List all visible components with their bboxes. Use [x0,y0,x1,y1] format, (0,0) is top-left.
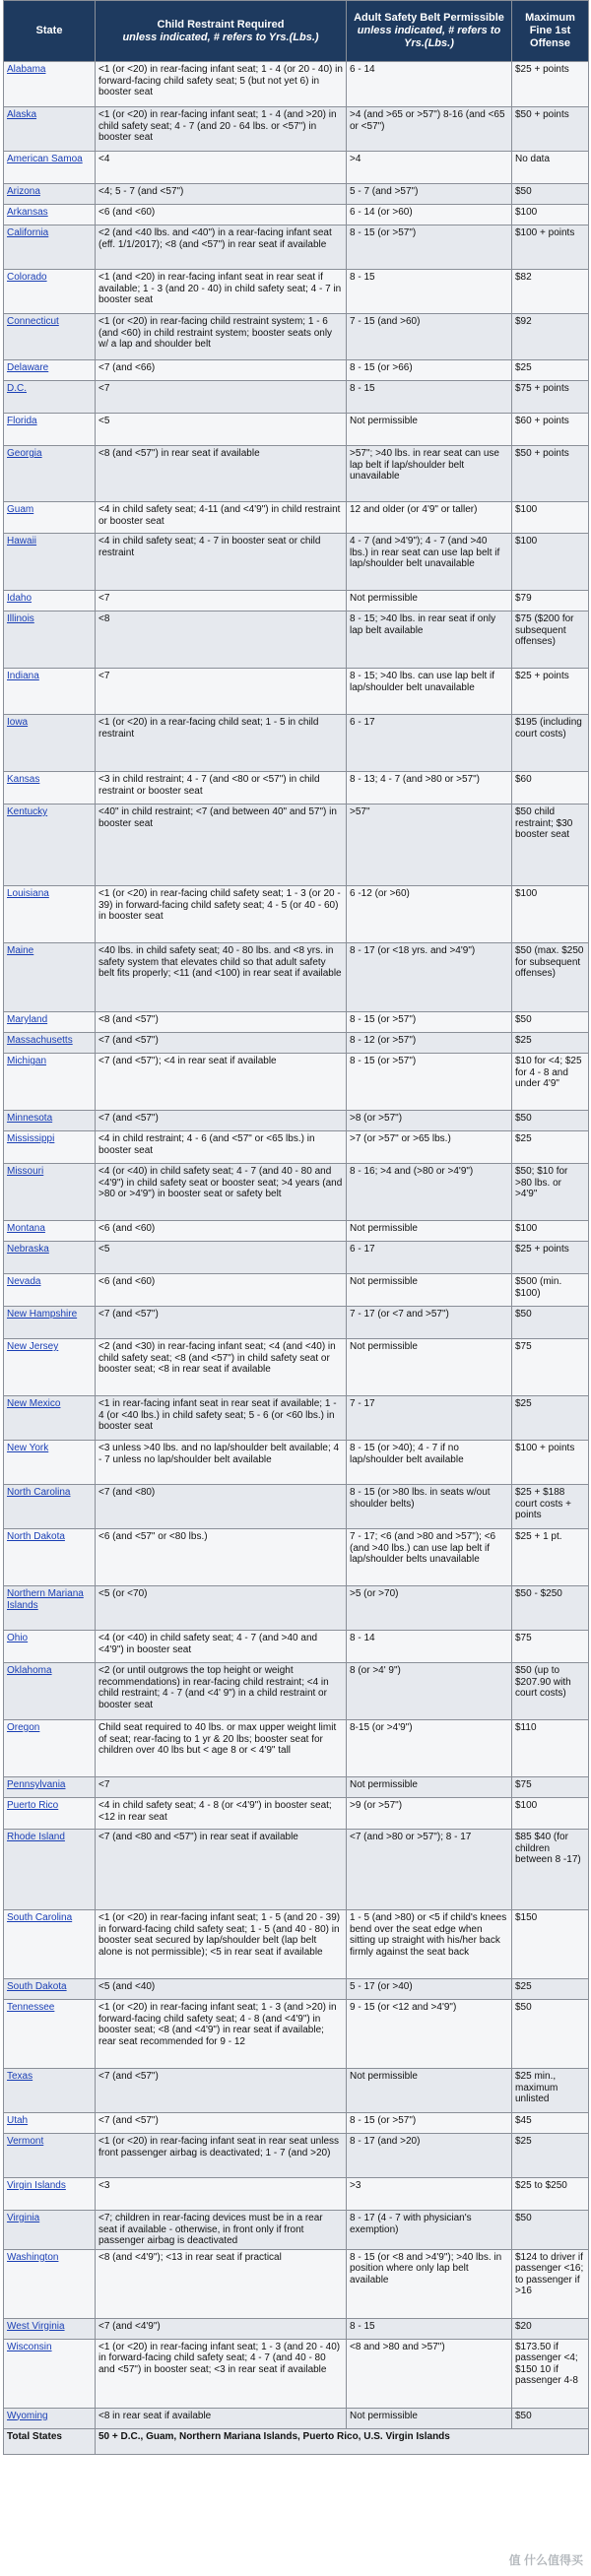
child-restraint-cell: <40 lbs. in child safety seat; 40 - 80 lbs. and <8 yrs. in safety system that elevates child so that adult safety belt fits properly; <11 (and <100) in rear seat if available [96,943,347,1012]
adult-belt-cell: Not permissible [347,2408,512,2428]
adult-belt-cell: 8 - 15 [347,270,512,314]
max-fine-cell: $60 + points [512,414,589,446]
table-row [4,360,589,381]
adult-belt-cell: <7 (and >80 or >57"); 8 - 17 [347,1830,512,1910]
total-label: Total States [4,2428,96,2454]
state-link[interactable]: Wyoming [4,2408,96,2428]
state-link[interactable]: Washington [4,2249,96,2318]
child-restraint-cell: <40" in child restraint; <7 (and between 40" and 57") in booster seat [96,805,347,886]
adult-belt-cell: 7 - 17 (or <7 and >57") [347,1307,512,1339]
state-link[interactable]: Alaska [4,107,96,152]
child-restraint-cell: <1 (or <20) in rear-facing infant seat; 1 - 5 (and 20 - 39) in forward-facing child safety seat; 1 - 5 (and 40 - 80) in booster seat secured by lap/shoulder belt (lap belt alone is not permissible); <5 in rear seat if available [96,1910,347,1979]
max-fine-cell: $25 + $188 court costs + points [512,1485,589,1529]
state-link[interactable]: Northern Mariana Islands [4,1586,96,1631]
watermark: 值 什么值得买 [508,2552,583,2567]
adult-belt-cell: 8 - 15 (or >57") [347,1054,512,1111]
child-restraint-cell: <8 (and <4'9"); <13 in rear seat if practical [96,2249,347,2318]
max-fine-cell: $50; $10 for >80 lbs. or >4'9" [512,1164,589,1221]
max-fine-cell: $100 [512,1798,589,1830]
max-fine-cell: $20 [512,2318,589,2339]
child-restraint-cell: <7 (and <57") [96,1033,347,1054]
adult-belt-cell: Not permissible [347,591,512,612]
max-fine-cell: $25 [512,1131,589,1164]
child-restraint-cell: <1 (or <20) in rear-facing infant seat; 1 - 4 (or 20 - 40) in forward-facing child safety seat; 5 (but not yet 6) in booster seat [96,62,347,107]
child-restraint-cell: <7 (and <66) [96,360,347,381]
table-row [4,1631,589,1663]
adult-belt-cell: 12 and older (or 4'9" or taller) [347,502,512,534]
max-fine-cell: $45 [512,2113,589,2134]
table-row [4,612,589,669]
state-link[interactable]: American Samoa [4,152,96,184]
table-row [4,502,589,534]
table-row [4,1979,589,2000]
max-fine-cell: $50 + points [512,446,589,502]
table-row [4,715,589,772]
state-link[interactable]: Arizona [4,184,96,205]
max-fine-cell: $50 [512,2408,589,2428]
state-link[interactable]: Montana [4,1221,96,1242]
table-row [4,1111,589,1131]
adult-belt-cell: >5 (or >70) [347,1586,512,1631]
child-restraint-cell: <3 [96,2178,347,2211]
max-fine-cell: $124 to driver if passenger <16; to passenger if >16 [512,2249,589,2318]
max-fine-cell: $25 [512,2134,589,2178]
table-row [4,381,589,414]
child-restraint-cell: <1 (or <20) in rear-facing infant seat in rear seat unless front passenger airbag is deactivated; 1 - 7 (and >20) [96,2134,347,2178]
adult-belt-cell: 6 - 17 [347,1242,512,1274]
table-row [4,152,589,184]
adult-belt-cell: 8 - 15 (or >57") [347,225,512,270]
child-restraint-cell: <7 [96,669,347,715]
max-fine-cell: $50 (up to $207.90 with court costs) [512,1663,589,1720]
adult-belt-cell: 6 - 14 (or >60) [347,205,512,225]
table-row [4,225,589,270]
child-restraint-cell: <2 (and <30) in rear-facing infant seat; <4 (and <40) in child safety seat; <8 (and <57") in child safety seat or booster seat; <8 in rear seat if available [96,1339,347,1396]
child-restraint-cell: <4 in child safety seat; 4-11 (and <4'9") in child restraint or booster seat [96,502,347,534]
child-restraint-cell: <1 (or <20) in rear-facing child safety seat; 1 - 3 (or 20 - 39) in forward-facing child safety seat; 4 - 5 (or 40 - 60) in booster seat [96,886,347,943]
table-row [4,1242,589,1274]
table-body [4,62,589,2429]
table-row [4,1830,589,1910]
adult-belt-cell: Not permissible [347,1221,512,1242]
table-row [4,1529,589,1586]
child-restraint-cell: <4; 5 - 7 (and <57") [96,184,347,205]
table-row [4,1441,589,1485]
max-fine-cell: $25 + points [512,669,589,715]
adult-belt-cell: 8 (or >4' 9") [347,1663,512,1720]
state-link[interactable]: Maine [4,943,96,1012]
table-row [4,184,589,205]
child-restraint-cell: <5 (or <70) [96,1586,347,1631]
table-row [4,62,589,107]
state-link[interactable]: Indiana [4,669,96,715]
adult-belt-cell: Not permissible [347,2069,512,2113]
adult-belt-cell: >3 [347,2178,512,2211]
child-restraint-cell: <1 (or <20) in rear-facing child restraint system; 1 - 6 (and <60) in child restraint system; booster seats only w/ a lap and shoulder belt [96,314,347,360]
adult-belt-cell: >8 (or >57") [347,1111,512,1131]
table-row [4,107,589,152]
adult-belt-cell: 7 - 15 (and >60) [347,314,512,360]
state-link[interactable]: West Virginia [4,2318,96,2339]
state-link[interactable]: Delaware [4,360,96,381]
table-row [4,669,589,715]
table-row [4,1339,589,1396]
state-link[interactable]: New Hampshire [4,1307,96,1339]
table-row [4,2318,589,2339]
table-row [4,1720,589,1777]
adult-belt-cell: >57" [347,805,512,886]
state-link[interactable]: Tennessee [4,2000,96,2069]
table-row [4,1586,589,1631]
state-link[interactable]: Iowa [4,715,96,772]
max-fine-cell: $50 + points [512,107,589,152]
max-fine-cell: $25 + points [512,1242,589,1274]
adult-belt-cell: 7 - 17; <6 (and >80 and >57"); <6 (and >40 lbs.) can use lap belt if lap/shoulder belts unavailable [347,1529,512,1586]
child-restraint-cell: <7 (and <80 and <57") in rear seat if available [96,1830,347,1910]
max-fine-cell: $75 ($200 for subsequent offenses) [512,612,589,669]
max-fine-cell: $500 (min. $100) [512,1274,589,1307]
adult-belt-cell: 8 - 17 (and >20) [347,2134,512,2178]
header-adult-belt: Adult Safety Belt Permissible unless indicated, # refers to Yrs.(Lbs.) [347,1,512,62]
max-fine-cell: $50 [512,2000,589,2069]
child-restraint-cell: <7 (and <80) [96,1485,347,1529]
child-restraint-cell: <7 (and <57") [96,1111,347,1131]
table-row [4,1164,589,1221]
max-fine-cell: $25 [512,1396,589,1441]
header-state: State [4,1,96,62]
adult-belt-cell: 8 - 15 (or >57") [347,2113,512,2134]
table-row [4,1012,589,1033]
state-link[interactable]: Georgia [4,446,96,502]
table-row [4,1663,589,1720]
header-child-restraint: Child Restraint Required unless indicated, # refers to Yrs.(Lbs.) [96,1,347,62]
adult-belt-cell: 8 - 15 [347,381,512,414]
max-fine-cell: $173.50 if passenger <4; $150 10 if passenger 4-8 [512,2339,589,2408]
max-fine-cell: $100 [512,886,589,943]
child-restraint-cell: <7 [96,1777,347,1798]
adult-belt-cell: 5 - 7 (and >57") [347,184,512,205]
table-row [4,1131,589,1164]
adult-belt-cell: Not permissible [347,1777,512,1798]
table-row [4,943,589,1012]
max-fine-cell: $75 [512,1339,589,1396]
state-link[interactable]: Michigan [4,1054,96,1111]
table-row [4,805,589,886]
state-link[interactable]: Arkansas [4,205,96,225]
child-restraint-cell: <1 (or <20) in rear-facing infant seat; 1 - 3 (and >20) in forward-facing child safety seat; 4 - 8 (and <4'9") in booster seat; <8 (and <4'9") in rear seat if available; rear seat recommended for 9 - 12 [96,2000,347,2069]
adult-belt-cell: 8 - 15; >40 lbs. can use lap belt if lap/shoulder belt unavailable [347,669,512,715]
child-restraint-cell: <3 in child restraint; 4 - 7 (and <80 or <57") in child restraint or booster seat [96,772,347,805]
adult-belt-cell: >4 (and >65 or >57") 8-16 (and <65 or <57") [347,107,512,152]
adult-belt-cell: 6 -12 (or >60) [347,886,512,943]
adult-belt-cell: <8 and >80 and >57") [347,2339,512,2408]
max-fine-cell: $50 [512,1307,589,1339]
table-row [4,2000,589,2069]
max-fine-cell: $25 [512,1033,589,1054]
state-link[interactable]: Massachusetts [4,1033,96,1054]
max-fine-cell: $25 [512,360,589,381]
state-link[interactable]: New Mexico [4,1396,96,1441]
state-link[interactable]: Vermont [4,2134,96,2178]
adult-belt-cell: 8 - 15 (or >80 lbs. in seats w/out shoulder belts) [347,1485,512,1529]
child-restraint-cell: <1 (or <20) in a rear-facing child seat; 1 - 5 in child restraint [96,715,347,772]
state-link[interactable]: Oklahoma [4,1663,96,1720]
child-restraint-cell: <7 [96,381,347,414]
child-restraint-cell: Child seat required to 40 lbs. or max upper weight limit of seat; rear-facing to 1 yr & 20 lbs; booster seat for children over 40 lbs but < age 8 or < 4'9" tall [96,1720,347,1777]
adult-belt-cell: >57"; >40 lbs. in rear seat can use lap belt if lap/shoulder belt unavailable [347,446,512,502]
max-fine-cell: $50 [512,184,589,205]
state-link[interactable]: Rhode Island [4,1830,96,1910]
adult-belt-cell: 7 - 17 [347,1396,512,1441]
child-restraint-cell: <8 [96,612,347,669]
state-link[interactable]: Guam [4,502,96,534]
child-restraint-laws-table [3,0,589,2455]
child-restraint-cell: <8 in rear seat if available [96,2408,347,2428]
adult-belt-cell: Not permissible [347,1339,512,1396]
child-restraint-cell: <5 (and <40) [96,1979,347,2000]
table-row [4,1396,589,1441]
child-restraint-cell: <1 (or <20) in rear-facing infant seat; 1 - 3 (and 20 - 40) in forward-facing child safety seat; 4 - 7 (and 40 - 80 and <57") in booster seat; <3 in rear seat if available [96,2339,347,2408]
child-restraint-cell: <4 in child restraint; 4 - 6 (and <57" or <65 lbs.) in booster seat [96,1131,347,1164]
table-row [4,205,589,225]
max-fine-cell: $50 [512,1012,589,1033]
adult-belt-cell: 8 - 15 (or >66) [347,360,512,381]
adult-belt-cell: Not permissible [347,414,512,446]
state-link[interactable]: Oregon [4,1720,96,1777]
max-fine-cell: $50 - $250 [512,1586,589,1631]
adult-belt-cell: 6 - 17 [347,715,512,772]
state-link[interactable]: Texas [4,2069,96,2113]
state-link[interactable]: New York [4,1441,96,1485]
table-row [4,2249,589,2318]
state-link[interactable]: Hawaii [4,534,96,591]
state-link[interactable]: Nevada [4,1274,96,1307]
max-fine-cell: $150 [512,1910,589,1979]
table-row [4,1307,589,1339]
max-fine-cell: $100 [512,205,589,225]
state-link[interactable]: Virgin Islands [4,2178,96,2211]
max-fine-cell: $82 [512,270,589,314]
adult-belt-cell: 8 - 15 (or >40); 4 - 7 if no lap/shoulder belt available [347,1441,512,1485]
max-fine-cell: $100 [512,1221,589,1242]
adult-belt-cell: 1 - 5 (and >80) or <5 if child's knees bend over the seat edge when sitting up straight with his/her back firmly against the seat back [347,1910,512,1979]
max-fine-cell: $85 $40 (for children between 8 -17) [512,1830,589,1910]
adult-belt-cell: 8 - 15 (or >57") [347,1012,512,1033]
table-row [4,2069,589,2113]
adult-belt-cell: >9 (or >57") [347,1798,512,1830]
adult-belt-cell: 8 - 16; >4 and (>80 or >4'9") [347,1164,512,1221]
child-restraint-cell: <5 [96,414,347,446]
child-restraint-cell: <7 (and <57"); <4 in rear seat if available [96,1054,347,1111]
state-link[interactable]: Colorado [4,270,96,314]
table-row [4,2339,589,2408]
state-link[interactable]: Utah [4,2113,96,2134]
max-fine-cell: $79 [512,591,589,612]
child-restraint-cell: <7 (and <57") [96,2069,347,2113]
adult-belt-cell: 8 - 17 (or <18 yrs. and >4'9") [347,943,512,1012]
adult-belt-cell: 8 - 13; 4 - 7 (and >80 or >57") [347,772,512,805]
adult-belt-cell: 8 - 12 (or >57") [347,1033,512,1054]
state-link[interactable]: Mississippi [4,1131,96,1164]
table-row [4,886,589,943]
child-restraint-cell: <1 (and <20) in rear-facing infant seat in rear seat if available; 1 - 3 (and 20 - 40) in child safety seat; 4 - 7 in booster seat [96,270,347,314]
header-row [4,1,589,62]
state-link[interactable]: Maryland [4,1012,96,1033]
child-restraint-cell: <4 [96,152,347,184]
table-row [4,1798,589,1830]
table-row [4,446,589,502]
child-restraint-cell: <6 (and <57" or <80 lbs.) [96,1529,347,1586]
child-restraint-cell: <4 in child safety seat; 4 - 8 (or <4'9") in booster seat; <12 in rear seat [96,1798,347,1830]
adult-belt-cell: 5 - 17 (or >40) [347,1979,512,2000]
max-fine-cell: $75 + points [512,381,589,414]
max-fine-cell: $100 + points [512,1441,589,1485]
table-row [4,2211,589,2250]
state-link[interactable]: Virginia [4,2211,96,2250]
state-link[interactable]: Idaho [4,591,96,612]
state-link[interactable]: Nebraska [4,1242,96,1274]
table-row [4,1054,589,1111]
adult-belt-cell: 8-15 (or >4'9") [347,1720,512,1777]
adult-belt-cell: 6 - 14 [347,62,512,107]
state-link[interactable]: D.C. [4,381,96,414]
state-link[interactable]: Puerto Rico [4,1798,96,1830]
max-fine-cell: $100 + points [512,225,589,270]
max-fine-cell: $25 + 1 pt. [512,1529,589,1586]
header-child-subtitle: unless indicated, # refers to Yrs.(Lbs.) [122,31,319,43]
child-restraint-cell: <3 unless >40 lbs. and no lap/shoulder belt available; 4 - 7 unless no lap/shoulder belt available [96,1441,347,1485]
table-row [4,414,589,446]
max-fine-cell: $100 [512,534,589,591]
table-row [4,270,589,314]
table-row [4,1485,589,1529]
child-restraint-cell: <4 in child safety seat; 4 - 7 in booster seat or child restraint [96,534,347,591]
state-link[interactable]: South Carolina [4,1910,96,1979]
table-row [4,772,589,805]
child-restraint-cell: <7 (and <57") [96,1307,347,1339]
max-fine-cell: $100 [512,502,589,534]
state-link[interactable]: Pennsylvania [4,1777,96,1798]
state-link[interactable]: North Carolina [4,1485,96,1529]
child-restraint-cell: <4 (or <40) in child safety seat; 4 - 7 (and 40 - 80 and <4'9") in child safety seat or booster seat; >4 years (and >80 or >4'9") in booster seat or safety belt [96,1164,347,1221]
child-restraint-cell: <7 (and <57") [96,2113,347,2134]
adult-belt-cell: Not permissible [347,1274,512,1307]
state-link[interactable]: Missouri [4,1164,96,1221]
max-fine-cell: $50 child restraint; $30 booster seat [512,805,589,886]
adult-belt-cell: >4 [347,152,512,184]
total-row [4,2428,589,2454]
child-restraint-cell: <1 (or <20) in rear-facing infant seat; 1 - 4 (and >20) in child safety seat; 4 - 7 (and 20 - 64 lbs. or <57") in booster seat [96,107,347,152]
max-fine-cell: $92 [512,314,589,360]
max-fine-cell: $110 [512,1720,589,1777]
max-fine-cell: $50 [512,1111,589,1131]
child-restraint-cell: <2 (or until outgrows the top height or weight recommendations) in rear-facing child restraint; <4 in child restraint; 4 - 7 (and <4' 9") in a child restraint or booster seat [96,1663,347,1720]
max-fine-cell: $195 (including court costs) [512,715,589,772]
max-fine-cell: $50 (max. $250 for subsequent offenses) [512,943,589,1012]
child-restraint-cell: <7 (and <4'9") [96,2318,347,2339]
max-fine-cell: $25 [512,1979,589,2000]
header-belt-subtitle: unless indicated, # refers to Yrs.(Lbs.) [357,25,501,49]
max-fine-cell: $25 min., maximum unlisted [512,2069,589,2113]
adult-belt-cell: 4 - 7 (and >4'9"); 4 - 7 (and >40 lbs.) in rear seat can use lap belt if lap/shoulder belt unavailable [347,534,512,591]
child-restraint-cell: <6 (and <60) [96,1221,347,1242]
child-restraint-cell: <8 (and <57") [96,1012,347,1033]
child-restraint-cell: <6 (and <60) [96,1274,347,1307]
child-restraint-cell: <5 [96,1242,347,1274]
state-link[interactable]: New Jersey [4,1339,96,1396]
adult-belt-cell: >7 (or >57" or >65 lbs.) [347,1131,512,1164]
child-restraint-cell: <2 (and <40 lbs. and <40") in a rear-facing infant seat (eff. 1/1/2017); <8 (and <57") in rear seat if available [96,225,347,270]
state-link[interactable]: Alabama [4,62,96,107]
table-row [4,2113,589,2134]
child-restraint-cell: <7; children in rear-facing devices must be in a rear seat if available - otherwise, in front only if front passenger airbag is deactivated [96,2211,347,2250]
child-restraint-cell: <7 [96,591,347,612]
table-row [4,314,589,360]
header-max-fine: Maximum Fine 1st Offense [512,1,589,62]
adult-belt-cell: 9 - 15 (or <12 and >4'9") [347,2000,512,2069]
state-link[interactable]: Florida [4,414,96,446]
child-restraint-cell: <6 (and <60) [96,205,347,225]
table-row [4,1221,589,1242]
state-link[interactable]: South Dakota [4,1979,96,2000]
state-link[interactable]: Louisiana [4,886,96,943]
max-fine-cell: $75 [512,1777,589,1798]
state-link[interactable]: California [4,225,96,270]
state-link[interactable]: Wisconsin [4,2339,96,2408]
max-fine-cell: $60 [512,772,589,805]
table-row [4,2134,589,2178]
state-link[interactable]: Kansas [4,772,96,805]
max-fine-cell: $25 + points [512,62,589,107]
table-row [4,1910,589,1979]
max-fine-cell: $10 for <4; $25 for 4 - 8 and under 4'9" [512,1054,589,1111]
state-link[interactable]: Minnesota [4,1111,96,1131]
table-row [4,2408,589,2428]
child-restraint-cell: <4 (or <40) in child safety seat; 4 - 7 (and >40 and <4'9") in booster seat [96,1631,347,1663]
table-row [4,534,589,591]
total-value: 50 + D.C., Guam, Northern Mariana Islands, Puerto Rico, U.S. Virgin Islands [96,2428,589,2454]
adult-belt-cell: 8 - 15; >40 lbs. in rear seat if only lap belt available [347,612,512,669]
adult-belt-cell: 8 - 15 (or <8 and >4'9"); >40 lbs. in position where only lap belt available [347,2249,512,2318]
max-fine-cell: No data [512,152,589,184]
child-restraint-cell: <8 (and <57") in rear seat if available [96,446,347,502]
table-row [4,1777,589,1798]
state-link[interactable]: Illinois [4,612,96,669]
table-row [4,1033,589,1054]
child-restraint-cell: <1 in rear-facing infant seat in rear seat if available; 1 - 4 (or <40 lbs.) in child safety seat; 5 - 6 (or <60 lbs.) in booster seat [96,1396,347,1441]
max-fine-cell: $50 [512,2211,589,2250]
max-fine-cell: $25 to $250 [512,2178,589,2211]
max-fine-cell: $75 [512,1631,589,1663]
state-link[interactable]: Kentucky [4,805,96,886]
state-link[interactable]: North Dakota [4,1529,96,1586]
table-row [4,1274,589,1307]
table-row [4,2178,589,2211]
state-link[interactable]: Ohio [4,1631,96,1663]
adult-belt-cell: 8 - 17 (4 - 7 with physician's exemption) [347,2211,512,2250]
state-link[interactable]: Connecticut [4,314,96,360]
adult-belt-cell: 8 - 15 [347,2318,512,2339]
table-row [4,591,589,612]
adult-belt-cell: 8 - 14 [347,1631,512,1663]
